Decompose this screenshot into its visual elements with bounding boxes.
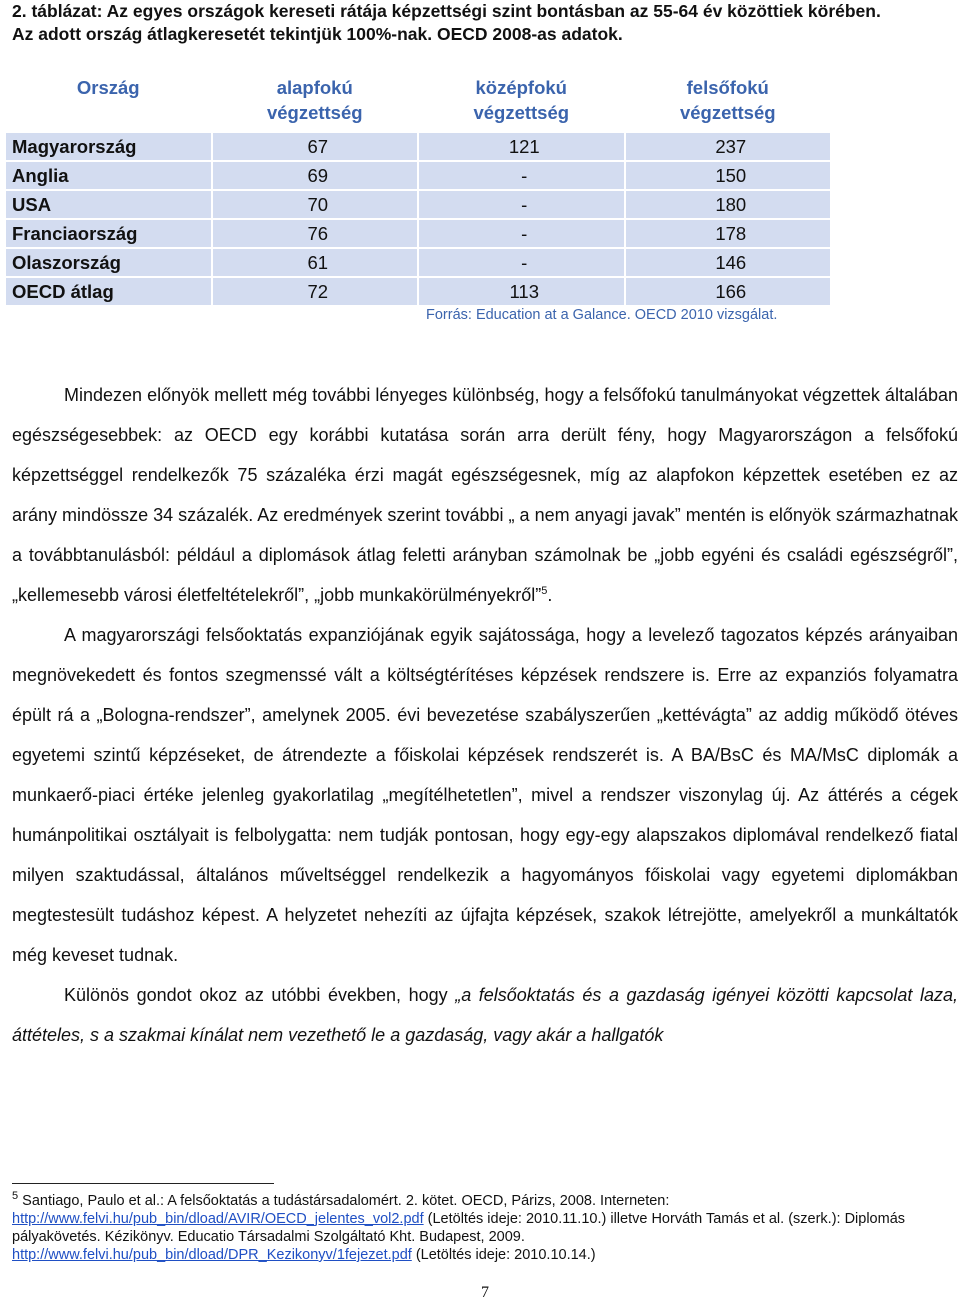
cell-secondary: 113 (418, 277, 625, 306)
cell-secondary: - (418, 161, 625, 190)
cell-higher: 146 (625, 248, 832, 277)
cell-basic: 67 (212, 132, 419, 161)
cell-secondary: 121 (418, 132, 625, 161)
page-number: 7 (481, 1284, 489, 1301)
cell-country: OECD átlag (5, 277, 212, 306)
header-higher: felsőfokú végzettség (679, 77, 776, 123)
cell-secondary: - (418, 219, 625, 248)
cell-basic: 69 (212, 161, 419, 190)
cell-higher: 178 (625, 219, 832, 248)
cell-secondary: - (418, 248, 625, 277)
footnote: $^5$ Santiago, Paulo et al.: A felsőoktatás a tudástársadalomért. 2. kötet. OECD, Párizs, 2008. Interneten: http://www.felvi.hu/pub_bin/dload/AVIR/OECD_jelentes_vol2.pdf (Letöltés ideje: 2010.11.10.) illetve Horváth Tamás et al. (szerk.): Diplomás pályakövetés. Kézikönyv. Educatio Társadalmi Szolgáltató Kht. Budapest, 2009. http://www.felvi.hu/pub_bin/dload/DPR_Kezikonyv/1fejezet.pdf (Letöltés ideje: 2010.10.14.) (12, 1190, 906, 1263)
footnote-ref: 5 (541, 585, 548, 597)
table-source: Forrás: Education at a Galance. OECD 2010 vizsgálat. (426, 307, 778, 323)
cell-higher: 166 (625, 277, 832, 306)
footnote-divider (12, 1183, 274, 1184)
table-row (5, 161, 831, 190)
table-row (5, 219, 831, 248)
cell-country: Anglia (5, 161, 212, 190)
table-row (5, 132, 831, 161)
table-caption (12, 0, 957, 46)
cell-higher: 180 (625, 190, 832, 219)
caption-line-2: Az adott ország átlagkeresetét tekintjük 100%-nak. OECD 2008-as adatok. (12, 24, 623, 44)
cell-higher: 150 (625, 161, 832, 190)
footnote-link-1[interactable]: http://www.felvi.hu/pub_bin/dload/AVIR/OECD_jelentes_vol2.pdf (12, 1211, 424, 1227)
cell-secondary: - (418, 190, 625, 219)
salary-ratio-table (4, 71, 832, 307)
paragraph-3: Különös gondot okoz az utóbbi években, hogy „a felsőoktatás és a gazdaság igényei közötti kapcsolat laza, áttételes, s a szakmai kínálat nem vezethető le a gazdaság, vagy akár a hallgatók (12, 985, 958, 1045)
table-row (5, 277, 831, 306)
quoted-text: „a felsőoktatás és a gazdaság igényei közötti kapcsolat laza, áttételes, s a szakmai kínálat nem vezethető le a gazdaság, vagy akár a hallgatók (12, 985, 958, 1045)
paragraph-1: Mindezen előnyök mellett még további lényeges különbség, hogy a felsőfokú tanulmányokat végzettek általában egészségesebbek: az OECD egy korábbi kutatása során arra derült fény, hogy Magyarországon a felsőfokú képzettséggel rendelkezők 75 százaléka érzi magát egészségesnek, míg az alapfokon képzettek esetében ez az arány mindössze 34 százalék. Az eredmények szerint további „ a nem anyagi javak” mentén is előnyök származhatnak a továbbtanulásból: például a diplomások átlag feletti arányban számolnak be „jobb egyéni és családi egészségről”, „kellemesebb városi életfeltételekről”, „jobb munkakörülményekről”$^5$. (12, 385, 958, 605)
cell-basic: 76 (212, 219, 419, 248)
body-text (12, 375, 958, 1055)
paragraph-2: A magyarországi felsőoktatás expanziójának egyik sajátossága, hogy a levelező tagozatos képzés arányaiban megnövekedett és fontos szegmenssé vált a költségtérítéses képzések rendszere is. Erre az expanziós folyamatra épült rá a „Bologna-rendszer”, amelynek 2005. évi bevezetése szabályszerűen „kettévágta” az addig működő ötéves egyetemi szintű képzéseket, de átrendezte a főiskolai képzések rendszerét is. A BA/BsC és MA/MsC diplomák a munkaerő-piaci értéke jelenleg gyakorlatilag „megítélhetetlen”, mivel a rendszer viszonylag új. Az áttérés a cégek humánpolitikai osztályait is felbolygatta: nem tudják pontosan, hogy egy-egy alapszakos diplomával rendelkező fiatal milyen szaktudással, általános műveltséggel rendelkezik a hagyományos főiskolai vagy egyetemi diplomákban megtestesült tudáshoz képest. A helyzetet nehezíti az újfajta képzések, szakok létrejötte, amelyekről a munkáltatók még keveset tudnak. (12, 625, 958, 965)
cell-country: Olaszország (5, 248, 212, 277)
cell-basic: 61 (212, 248, 419, 277)
header-country: Ország (76, 77, 140, 98)
table-row (5, 248, 831, 277)
cell-basic: 70 (212, 190, 419, 219)
cell-country: Magyarország (5, 132, 212, 161)
footnote-number: 5 (12, 1190, 19, 1203)
header-secondary: középfokú végzettség (473, 77, 570, 123)
cell-higher: 237 (625, 132, 832, 161)
caption-line-1: 2. táblázat: Az egyes országok kereseti rátája képzettségi szint bontásban az 55-64 év közöttiek körében. (12, 1, 881, 21)
cell-basic: 72 (212, 277, 419, 306)
header-basic: alapfokú végzettség (266, 77, 363, 123)
cell-country: Franciaország (5, 219, 212, 248)
table-row (5, 190, 831, 219)
cell-country: USA (5, 190, 212, 219)
footnote-link-2[interactable]: http://www.felvi.hu/pub_bin/dload/DPR_Kezikonyv/1fejezet.pdf (12, 1247, 412, 1263)
table-header-row (5, 71, 831, 132)
